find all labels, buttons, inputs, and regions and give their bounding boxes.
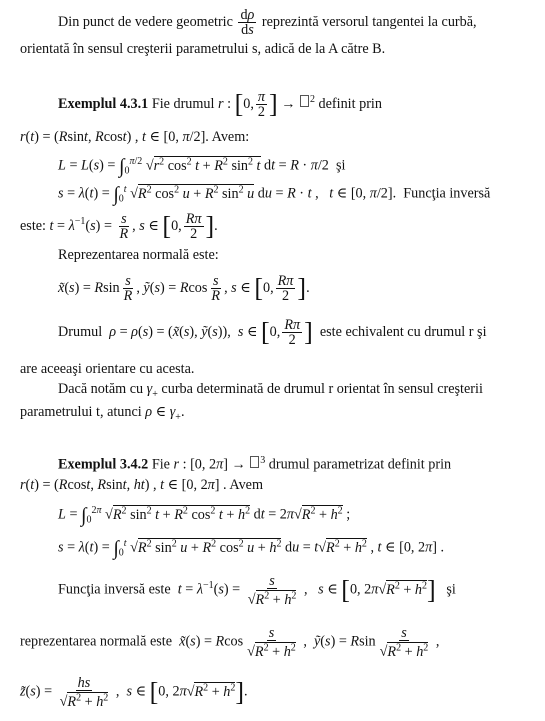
text-p1a: Din punct de vedere geometric: [58, 13, 233, 30]
text-si2: şi: [446, 581, 456, 598]
eq-r-t-2: r(t) = (Rcost, Rsint, ht) , t ∈ [0, 2π] . Avem: [20, 477, 263, 493]
text-avem1: Avem:: [211, 129, 250, 145]
line-param: parametrului t, atunci ρ ∈ $\gamma_+$.: [20, 404, 185, 423]
eq-z-2: z̃(s) = $\frac{hs}{√R^2 + h^2}$ , s ∈ [0, $2\pi√R^2 + h^2$].: [20, 675, 248, 710]
text-p1b: reprezintă versorul tangentei la curbă,: [261, 13, 477, 30]
paragraph-geom: [58, 8, 477, 37]
missing-glyph-icon: [300, 95, 309, 107]
text-func-inv2: Funcţia inversă este: [58, 581, 171, 598]
missing-glyph-icon-2: [250, 456, 259, 468]
eq-inverse-2: Funcţia inversă este $t = \lambda^{-1}(s)$ = $\frac{s}{√R^2 + h^2}$ , s ∈ [0, $2\pi√R^2 + h^2$] şi: [58, 573, 456, 608]
text-param: parametrului t, atunci: [20, 404, 142, 420]
eq-s-lambda-2: $s = \lambda(t) = \int_0^t$ $√R^2$ $\sin^2 u + R^2$ $\cos^2 u + h^2$ du = $t√R^2 + h^2$ , t ∈ [0, 2π] .: [58, 537, 445, 560]
eq-normal-1: x̃(s) = Rsin $\frac{s}{R}$ , ỹ(s) = Rcos $\frac{s}{R}$ , s ∈ [0, $\frac{R\pi}{2}$ ].: [58, 273, 310, 304]
text-func-inv1: Funcţia inversă: [403, 185, 491, 202]
eq-r-t: r(t) = (Rsint, Rcost) , t ∈ [0, π/2]. Avem:: [20, 129, 250, 145]
text-ex2b: drumul parametrizat definit prin: [268, 456, 452, 473]
text-p1c: orientată în sensul creşterii parametrului s, adică de la A către B.: [20, 41, 386, 57]
text-este1: este:: [20, 217, 46, 234]
text-ex1a: Fie drumul: [151, 95, 215, 112]
line-daca: Dacă notăm cu $\gamma_+$ curba determinată de drumul r orientat în sensul creşterii: [58, 381, 483, 400]
text-ex2a: Fie: [151, 456, 170, 473]
eq-inverse-1: este: $t = \lambda^{-1}(s)$ = $\frac{s}{R}$ , s ∈ [0, $\frac{R\pi}{2}$ ].: [20, 211, 218, 242]
eq-normal-2: reprezentarea normală este x̃(s) = Rcos $\frac{s}{√R^2 + h^2}$ , ỹ(s) = Rsin $\frac{s}{√R^2 + h^2}$ ,: [20, 625, 440, 660]
text-daca: Dacă notăm cu: [58, 381, 144, 397]
text-drumul: Drumul: [58, 323, 103, 340]
example-2-title: Exemplul 3.4.2: [58, 456, 149, 473]
eq-drumul-rho: Drumul ρ = ρ(s) = (x̃(s), ỹ(s)), s ∈ [0, $\frac{R\pi}{2}$ ] este echivalent cu drumul r şi: [58, 317, 487, 348]
text-avem2: Avem: [229, 477, 263, 493]
text-repr1: Reprezentarea normală este:: [58, 247, 219, 263]
text-echiv: este echivalent cu drumul r şi: [319, 323, 487, 340]
drho-ds-fraction: $\frac{d\rho}{ds}$: [240, 7, 255, 38]
eq-length-2: $L = \int_0^{2\pi}$ $√R^2$ $\sin^2 t + R^2$ $\cos^2 t + h^2$ dt = $2\pi√R^2 + h^2$ ;: [58, 504, 351, 527]
text-ex1b: definit prin: [318, 95, 382, 112]
example-1-title: Exemplul 4.3.1: [58, 95, 149, 112]
example-1-header: Exemplul 4.3.1 Fie drumul r : [0, $\frac{\pi}{2}$ ] → $^2$ definit prin: [58, 89, 382, 120]
example-2-header: Exemplul 3.4.2 Fie r : [0, 2π] → $^3$ drumul parametrizat definit prin: [58, 455, 452, 473]
text-curba: curba determinată de drumul r orientat în sensul creşterii: [161, 381, 483, 397]
text-orient: are aceeaşi orientare cu acesta.: [20, 361, 195, 377]
text-repr2: reprezentarea normală este: [20, 633, 173, 650]
eq-length-1: $L = L(s) = \int_0^{\pi/2}$ $√r^2$ $\cos^2 t + R^2$ $\sin^2 t$ dt = R · π/2 şi: [58, 155, 346, 178]
text-si1: şi: [335, 157, 346, 174]
eq-s-lambda-1: $s = \lambda(t) = \int_0^t$ $√R^2$ $\cos^2 u + R^2$ $\sin^2 u$ du = R · t , t ∈ [0, π/2]. Funcţia inversă: [58, 183, 491, 206]
